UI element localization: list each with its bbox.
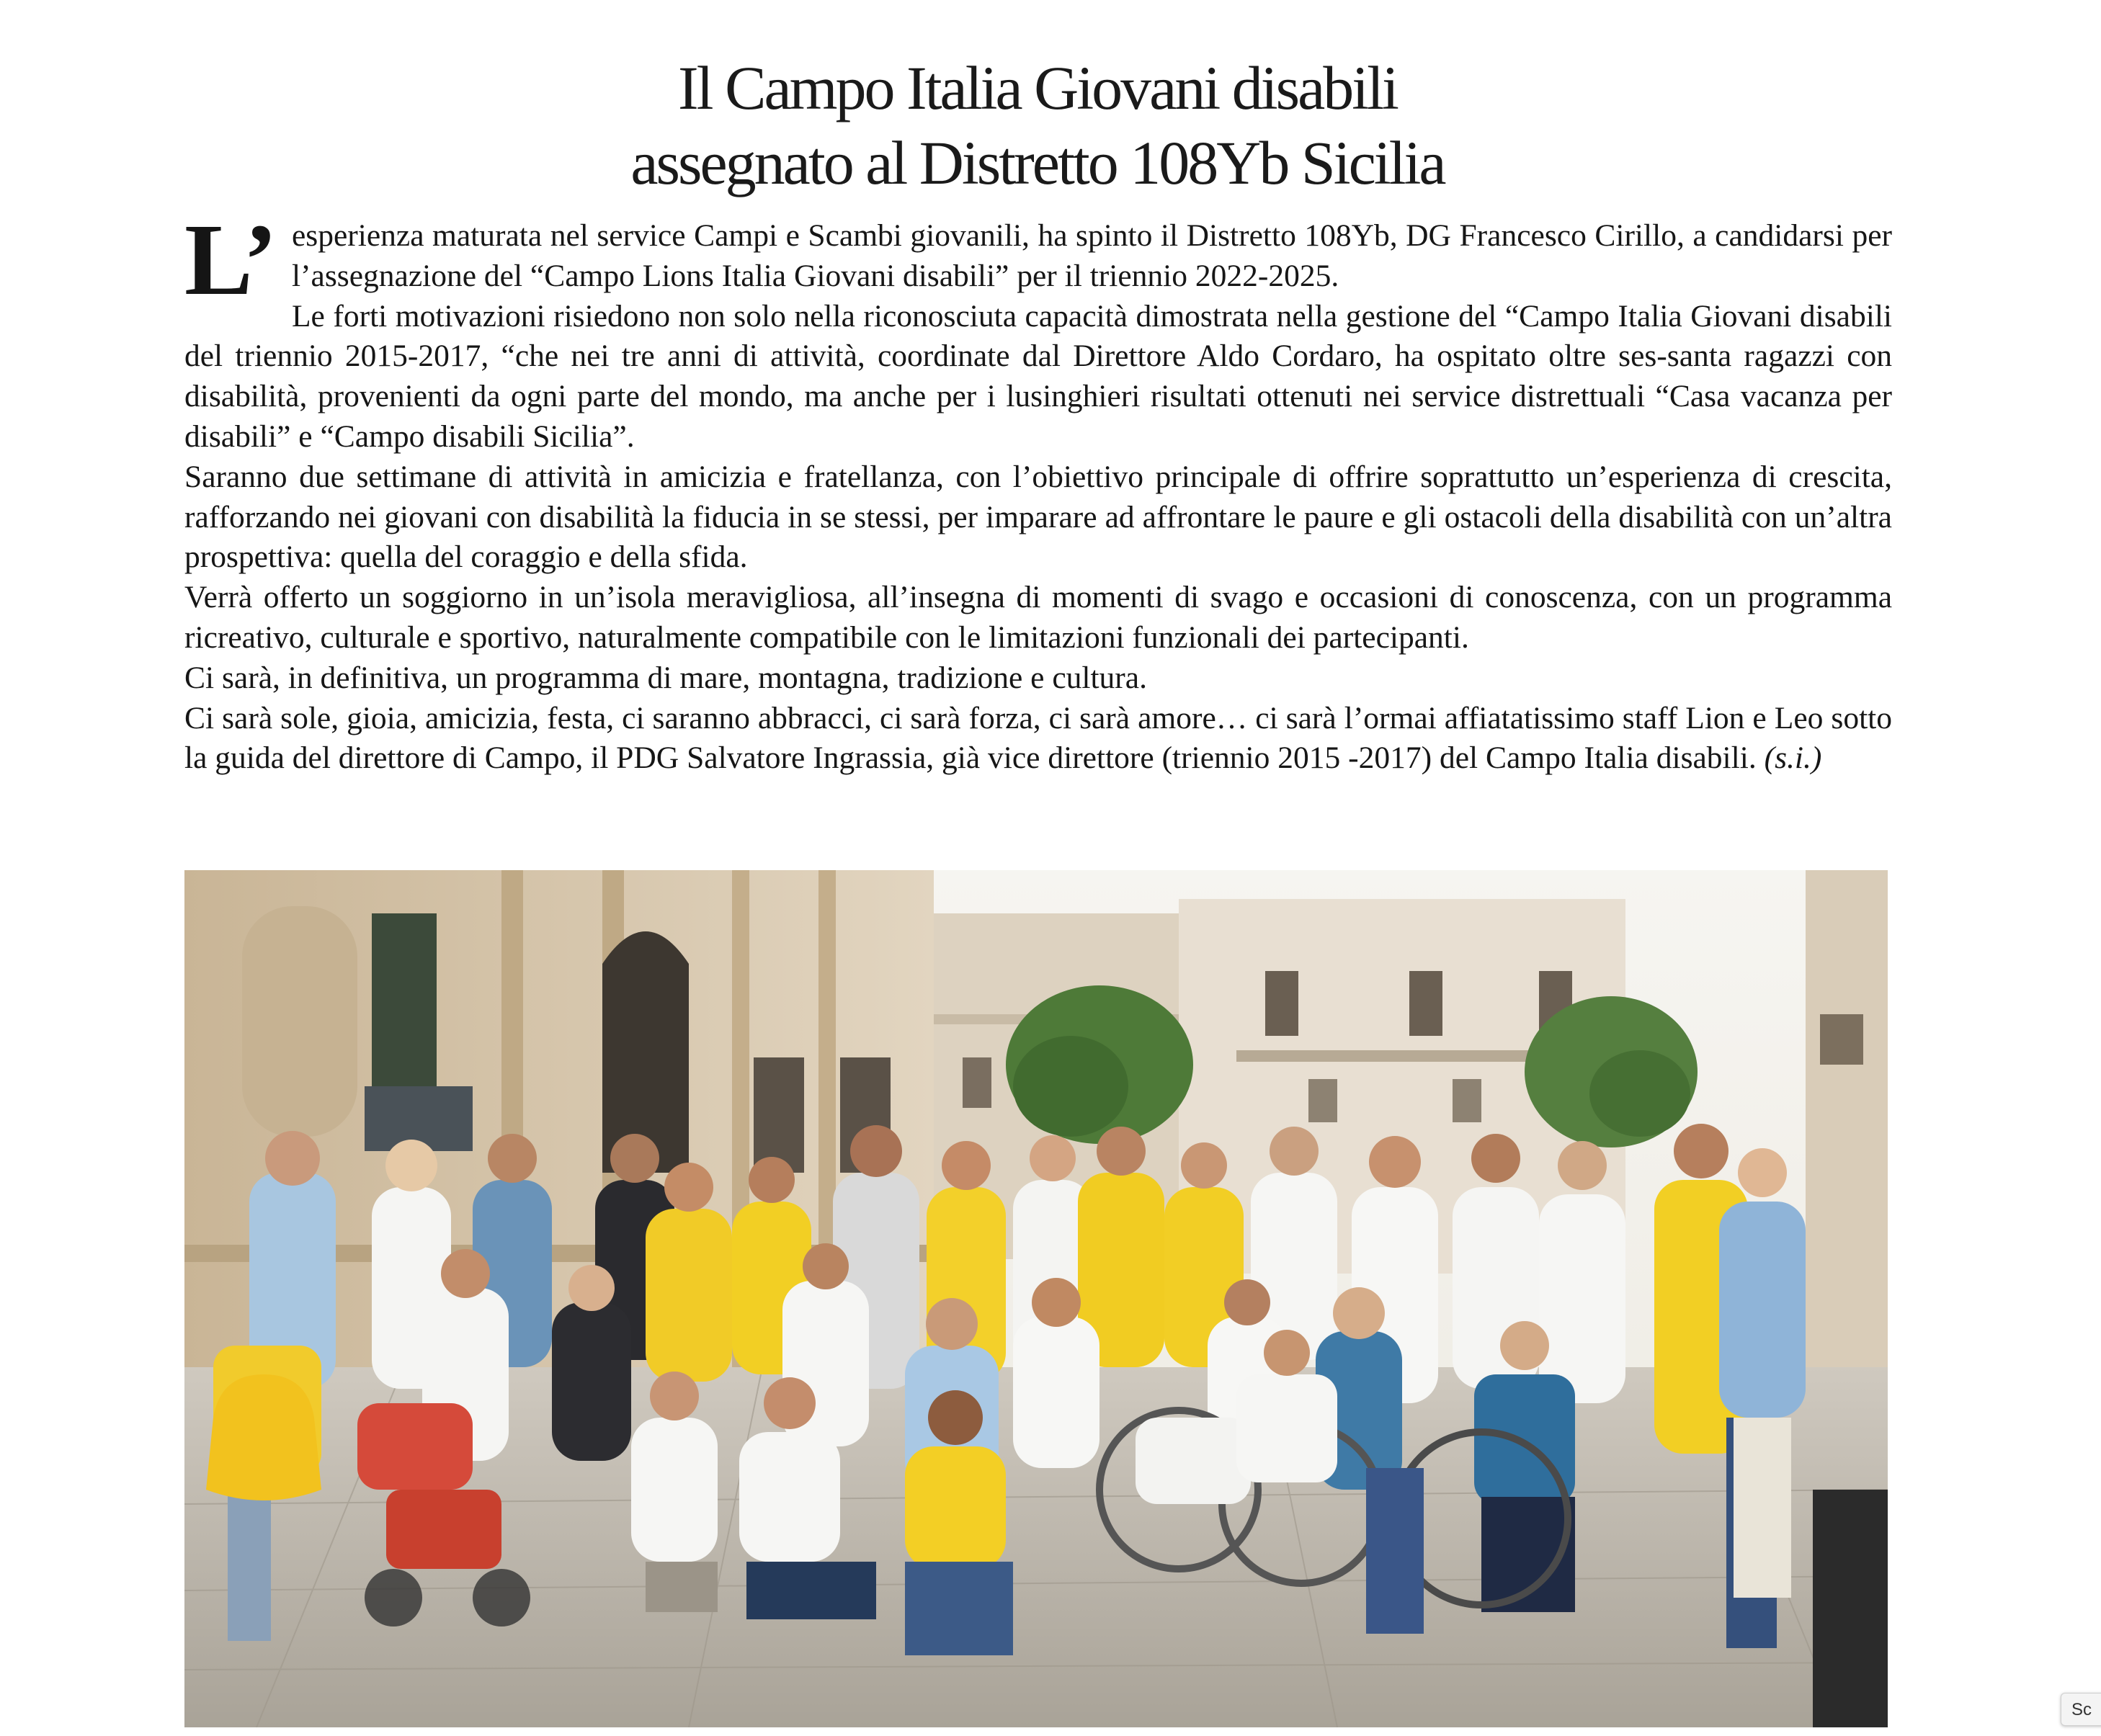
article-title [0, 50, 2075, 200]
group-photo-illustration [184, 870, 1888, 1727]
building-right [1806, 870, 1888, 1374]
author-signature: (s.i.) [1764, 741, 1822, 776]
article-paragraph-1-text: esperienza maturata nel service Campi e Scambi giovanili, ha spinto il Distretto 108Yb, DG Francesco Cirillo, a candidarsi per l’assegnazione del “Campo Lions Italia Giovani disabili” per il triennio 2022-2025. [291, 218, 1892, 293]
article-paragraph-4: Verrà offerto un soggiorno in un’isola meravigliosa, all’insegna di momenti di svago e occasioni di conoscenza, con un programma ricreativo, culturale e sportivo, naturalmente compatibile con le limitazioni funzionali dei partecipanti. [184, 580, 1892, 655]
article-paragraph-6 [184, 699, 1892, 779]
article-paragraph-3: Saranno due settimane di attività in amicizia e fratellanza, con l’obiettivo principale di offrire soprattutto un’esperienza di crescita, rafforzando nei giovani con disabilità la fiducia in se stessi, per imparare ad affrontare le paure e gli ostacoli della disabilità con un’altra prospettiva: quella del coraggio e della sfida. [184, 459, 1892, 575]
cafe-table [1813, 1490, 1888, 1727]
article-title-line-1: Il Campo Italia Giovani disabili [678, 53, 1397, 122]
group-photo [184, 870, 1888, 1727]
article-paragraph-6-text: Ci sarà sole, gioia, amicizia, festa, ci saranno abbracci, ci sarà forza, ci sarà amore… ci sarà l’ormai affiatatissimo staff Lion e Leo sotto la guida del direttore di Campo, il PDG Salvatore Ingrassia, già vice direttore (triennio 2015 -2017) del Campo Italia disabili. [184, 700, 1892, 776]
article-paragraph-5: Ci sarà, in definitiva, un programma di mare, montagna, tradizione e cultura. [184, 660, 1147, 695]
article-body [184, 202, 1892, 779]
article-paragraph-2: Le forti motivazioni risiedono non solo nella riconosciuta capacità dimostrata nella gestione del “Campo Italia Giovani disabili del triennio 2015-2017, “che nei tre anni di attività, coordinate dal Direttore Aldo Cordaro, ha ospitato oltre ses-santa ragazzi con disabilità, provenienti da ogni parte del mondo, ma anche per i lusinghieri risultati ottenuti nei service distrettuali “Casa vacanza per disabili” e “Campo disabili Sicilia”. [184, 298, 1892, 454]
scroll-widget-label: Sc [2071, 1700, 2092, 1719]
scroll-widget[interactable] [2061, 1693, 2101, 1726]
drop-cap: L’ [184, 202, 277, 316]
yellow-bag [206, 1374, 321, 1500]
article-title-line-2: assegnato al Distretto 108Yb Sicilia [630, 128, 1445, 197]
article-paragraph-1 [184, 202, 1892, 316]
